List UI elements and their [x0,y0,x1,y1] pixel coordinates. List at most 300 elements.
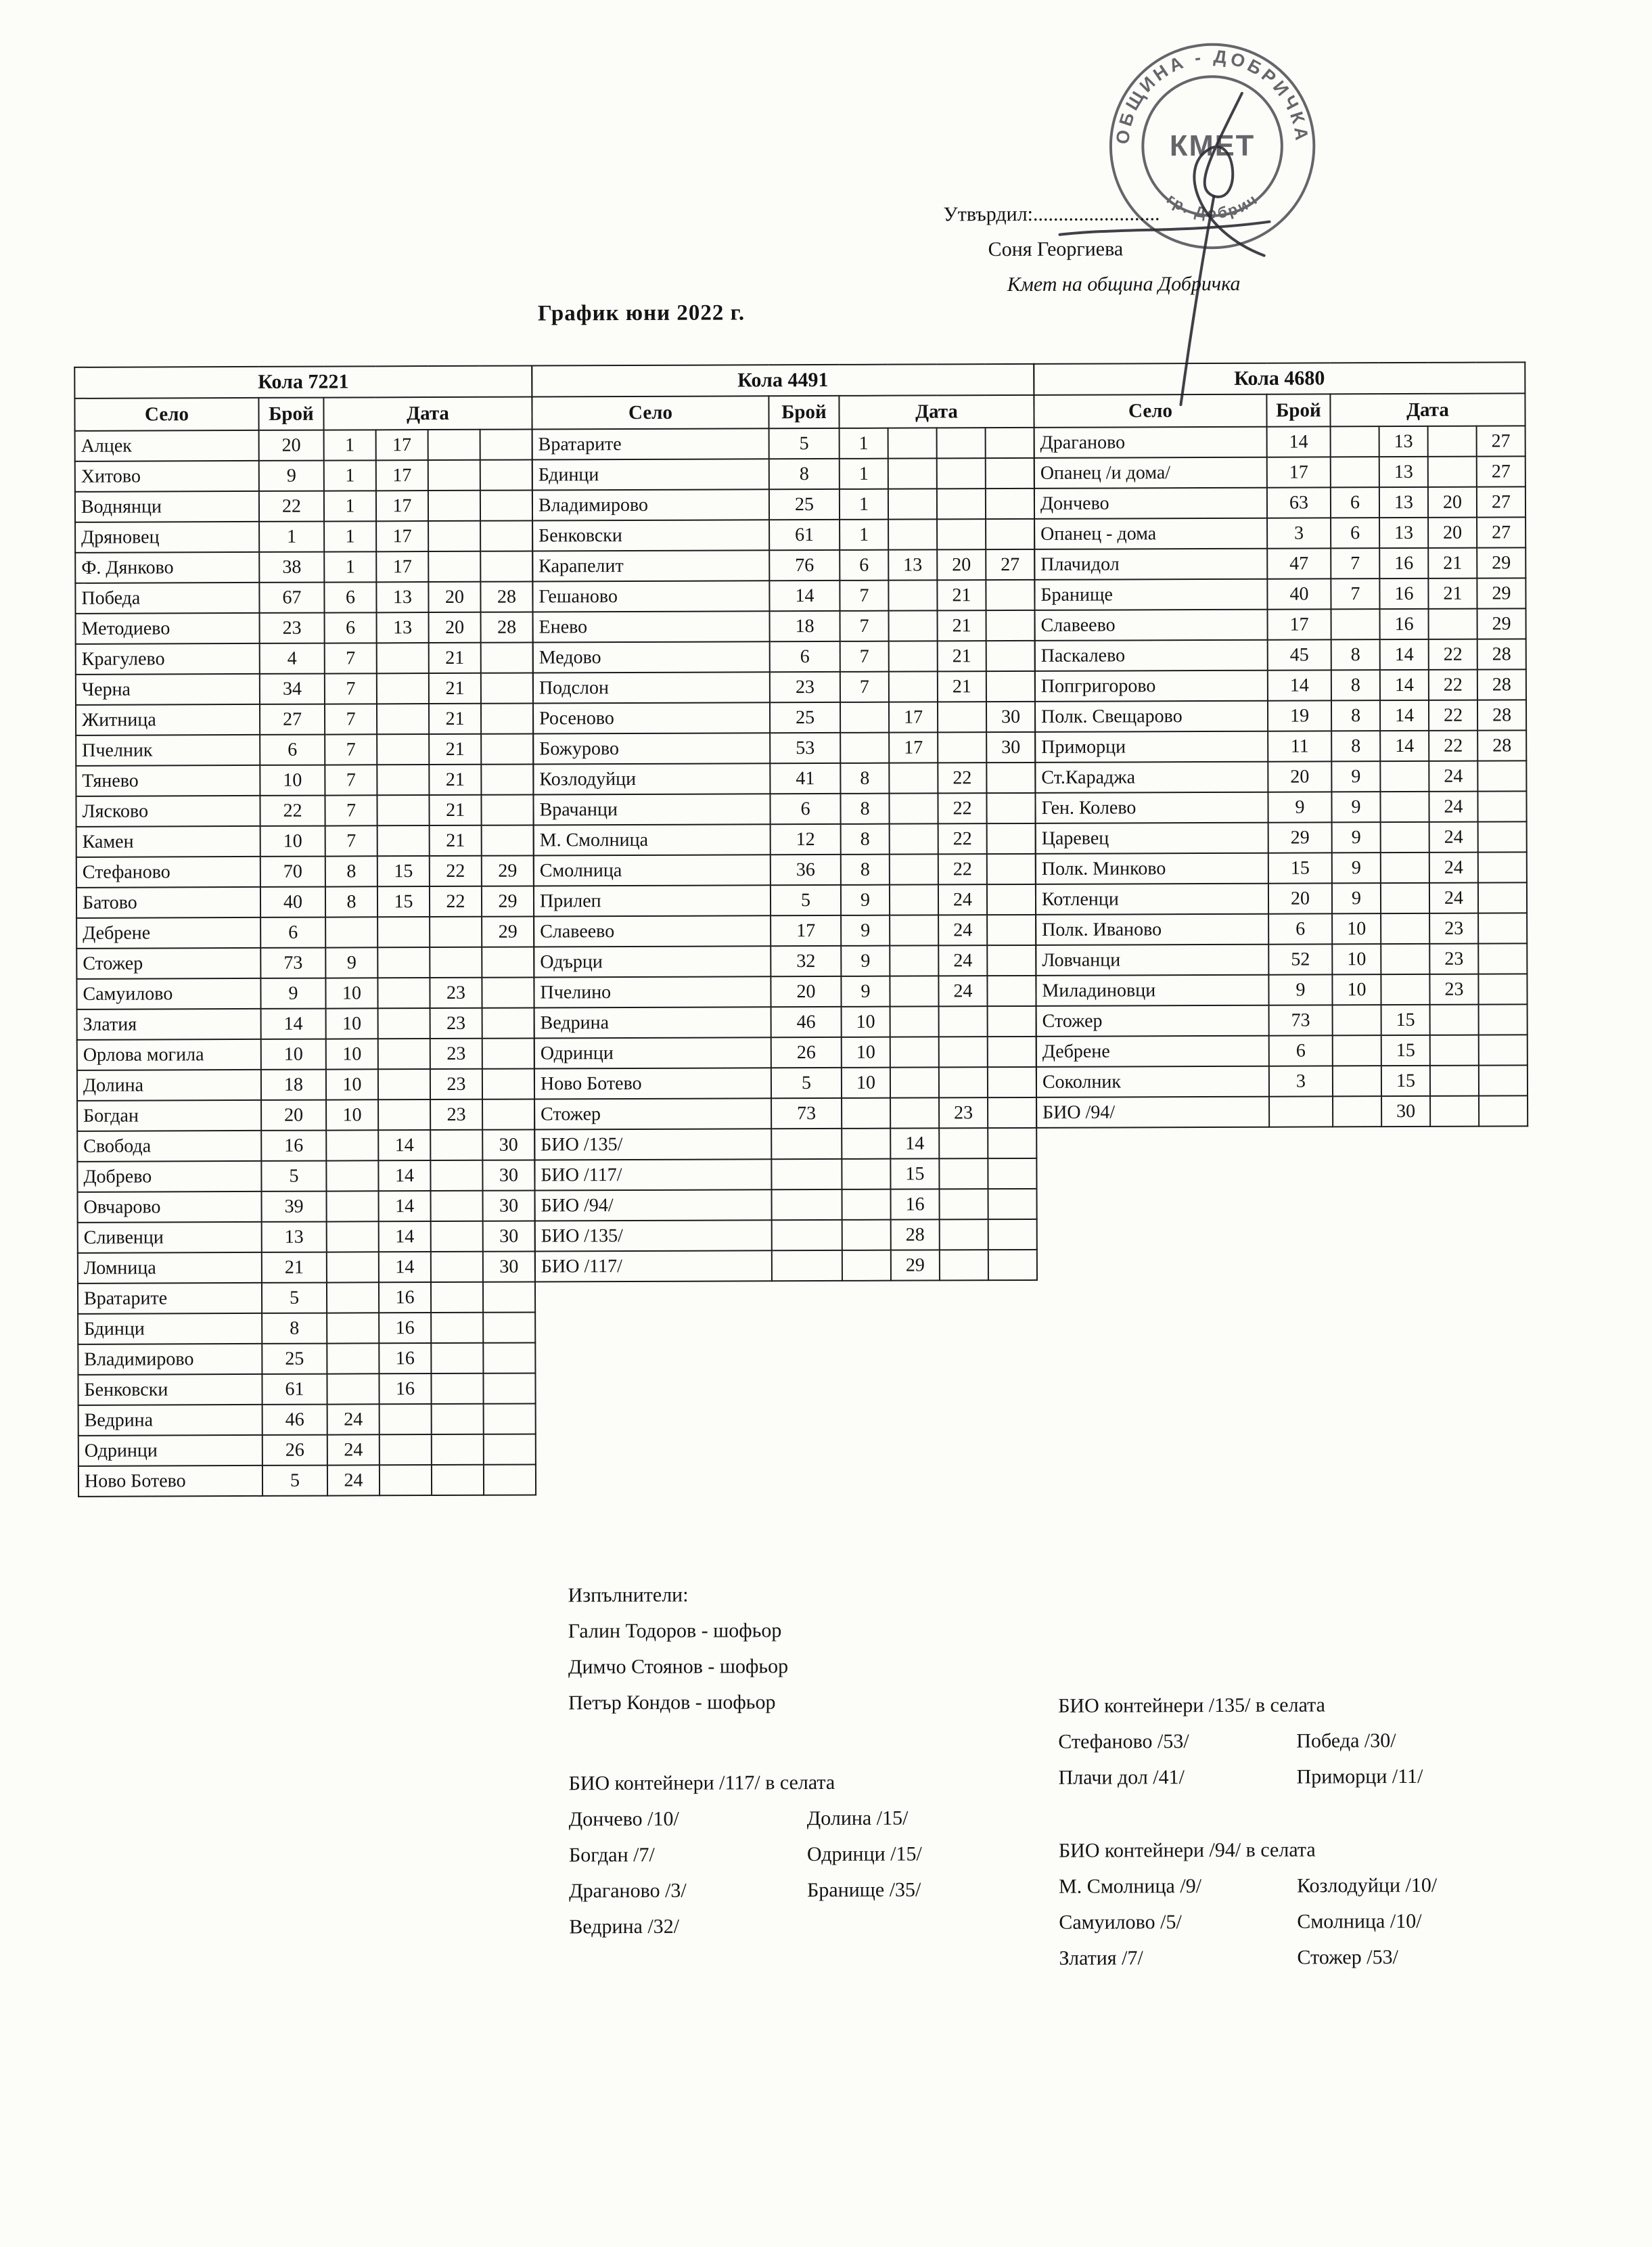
village-cell: Славеево [534,915,771,947]
date-cell [482,1069,534,1099]
date-cell [480,430,532,460]
date-cell: 21 [429,673,481,704]
date-cell [327,1252,379,1282]
date-cell: 23 [1429,944,1478,974]
date-cell: 10 [326,1039,378,1069]
village-cell: Попгригорово [1035,671,1268,702]
count-cell: 9 [1268,974,1332,1005]
village-cell: Дебрене [76,917,260,949]
date-cell: 21 [938,671,986,702]
date-cell: 17 [376,430,428,460]
village-cell: Росеново [533,702,770,733]
bio-entry-row [1058,1723,1423,1760]
date-cell [1333,1066,1381,1096]
village-cell: Владимирово [532,489,769,520]
date-cell [325,917,377,947]
date-cell [326,1130,378,1160]
table-row [1035,669,1526,702]
village-cell: Ново Ботево [534,1068,771,1099]
village-cell: Победа [75,583,259,614]
date-cell [890,1006,939,1037]
date-cell [480,551,532,582]
count-cell: 14 [1267,426,1331,457]
date-cell: 30 [482,1130,534,1160]
date-cell: 15 [377,856,430,886]
village-cell: Миладиновци [1036,975,1268,1006]
table-row [1036,1004,1528,1037]
date-cell [481,673,533,704]
date-cell [1381,974,1429,1005]
count-cell: 46 [262,1405,327,1435]
date-cell: 21 [429,795,481,825]
village-cell: Ловчанци [1036,945,1268,976]
date-cell: 17 [889,732,938,763]
date-cell: 16 [1380,609,1429,639]
table-row [1034,426,1525,458]
date-cell: 20 [937,549,986,580]
date-cell: 6 [324,582,376,612]
date-cell: 15 [890,1158,939,1189]
date-cell [1478,943,1527,974]
date-cell [1331,457,1379,487]
village-cell: Карапелит [532,550,769,581]
date-cell: 22 [1429,670,1477,700]
count-cell: 73 [1269,1005,1333,1035]
date-cell [430,1130,482,1160]
count-cell: 76 [769,550,840,581]
table-row [77,1069,534,1101]
table-title: Кола 7221 [74,366,532,399]
count-cell: 61 [262,1374,327,1405]
date-cell: 13 [1379,518,1428,548]
date-cell: 9 [1332,883,1381,913]
table-row [1034,486,1525,519]
date-cell [484,1434,536,1465]
date-cell [1430,1066,1479,1096]
table-row [1036,1035,1528,1067]
village-cell: Пчелино [534,976,771,1007]
village-cell: Златия [77,1009,261,1040]
date-cell: 28 [1477,639,1526,669]
count-cell: 34 [260,674,325,704]
bio-entry: Стожер /53/ [1297,1946,1398,1969]
date-cell [431,1252,483,1282]
table-row [533,641,1035,673]
date-cell [431,1343,483,1374]
village-cell: Владимирово [78,1344,262,1375]
date-cell [986,763,1035,793]
col-header-count: Брой [258,398,323,430]
count-cell: 22 [260,796,325,826]
village-cell: Богдан [77,1100,261,1131]
date-cell [482,947,534,978]
date-cell: 23 [939,1097,988,1128]
date-cell [940,1250,988,1280]
date-cell [483,1313,535,1343]
village-cell: Лясково [76,796,260,827]
date-cell: 10 [842,1007,890,1037]
table-row [75,460,532,492]
date-cell [986,793,1035,823]
village-cell: Козлодуйци [533,763,770,794]
approval-label: Утвърдил:......................... [943,202,1160,226]
date-cell: 9 [325,947,377,978]
date-cell: 10 [1332,913,1381,944]
table-row [534,884,1036,917]
village-cell: Крагулево [76,643,260,675]
date-cell: 7 [325,704,377,734]
bio-entry: Златия /7/ [1059,1947,1143,1970]
date-cell: 8 [325,856,377,886]
table-row [532,549,1034,582]
date-cell: 29 [1477,578,1525,608]
bio-entry: М. Смолница /9/ [1059,1875,1202,1898]
village-cell: БИО /117/ [534,1159,771,1190]
village-cell: Свобода [77,1131,261,1162]
table-row [1036,882,1527,915]
village-cell: Ст.Караджа [1035,762,1268,793]
date-cell [431,1374,483,1404]
date-cell: 30 [986,702,1035,732]
date-cell [888,489,937,519]
table-row [1034,517,1525,549]
date-cell: 9 [1331,761,1380,792]
village-cell: БИО /94/ [1036,1097,1269,1128]
village-cell: Батово [76,887,260,918]
date-cell [1479,1035,1528,1065]
date-cell [986,610,1035,641]
village-cell: Хитово [75,461,259,492]
text-line: Петър Кондов - шофьор [568,1691,776,1715]
date-cell [1429,609,1477,639]
date-cell: 29 [482,856,534,886]
date-cell: 30 [483,1191,535,1221]
table-row [532,489,1034,521]
date-cell [327,1191,379,1221]
date-cell [1333,1005,1381,1035]
approver-title: Кмет на община Добричка [1007,272,1241,296]
date-cell [1381,883,1429,913]
date-cell: 9 [841,946,890,976]
village-cell: Ново Ботево [78,1466,262,1497]
table-body [75,430,536,1497]
bio-entries [1059,1867,1438,1976]
table-row [534,1097,1036,1130]
count-cell: 5 [261,1161,326,1191]
table-row [77,1008,534,1040]
date-cell [939,1006,988,1037]
date-cell: 30 [482,1160,534,1191]
table-row [75,430,532,461]
date-cell [890,884,938,915]
date-cell: 29 [1477,547,1525,578]
date-cell: 29 [482,886,534,917]
count-cell: 18 [261,1070,326,1100]
table-row [532,580,1034,612]
date-cell [428,491,480,521]
count-cell: 20 [261,1100,326,1131]
village-cell: БИО /117/ [535,1250,772,1281]
count-cell [772,1220,842,1250]
bio-entry: Одринци /15/ [806,1842,922,1866]
table-row [78,1465,536,1497]
date-cell: 8 [1331,670,1380,700]
village-cell: Царевец [1036,823,1268,854]
bio-entry: Козлодуйци /10/ [1297,1874,1438,1897]
date-cell [428,521,480,551]
approver-name: Соня Георгиева [988,237,1124,261]
village-cell: Методиево [76,613,260,644]
table-title: Кола 4680 [1034,362,1525,395]
table-row [534,823,1036,856]
date-cell: 10 [1332,944,1381,974]
count-cell: 8 [769,459,840,489]
table-row [535,1219,1037,1252]
village-cell: Котленци [1036,884,1268,915]
date-cell: 30 [483,1221,535,1252]
date-cell: 7 [325,765,377,795]
table-row [534,1128,1036,1160]
date-cell: 8 [841,824,890,855]
date-cell: 24 [327,1404,380,1434]
table-row [532,428,1034,460]
schedule-table-kola-4491 [531,363,1038,1283]
table-row [1036,852,1527,884]
date-cell: 14 [1380,731,1429,761]
date-cell: 22 [1429,639,1477,670]
col-header-count: Брой [768,396,839,428]
village-cell: Ведрина [534,1007,771,1038]
village-cell: Ф. Дянково [75,552,259,583]
table-body [1034,426,1528,1128]
date-cell: 30 [1381,1096,1430,1127]
date-cell: 28 [1477,730,1526,761]
village-cell: Долина [77,1070,261,1101]
date-cell: 16 [1379,578,1428,609]
date-cell: 6 [1331,487,1379,518]
date-cell [889,763,938,793]
count-cell: 14 [769,581,840,611]
date-cell [840,733,889,763]
bio-entry-row [569,1908,922,1945]
date-cell: 15 [1381,1005,1430,1035]
count-cell: 73 [260,948,325,978]
date-cell [988,1037,1036,1067]
schedule-tables [74,361,1530,1497]
col-header-village: Село [1034,394,1266,428]
count-cell: 17 [1268,609,1331,639]
table-row [534,1006,1036,1039]
date-cell [377,947,430,978]
village-cell: Бдинци [78,1313,262,1344]
count-cell [1269,1096,1333,1127]
count-cell: 14 [1268,670,1331,700]
table-head [532,364,1034,430]
date-cell [378,1069,430,1099]
date-cell [1479,1004,1528,1035]
date-cell: 21 [429,734,481,765]
table-row [78,1221,535,1253]
village-cell: Овчарово [78,1191,262,1223]
count-cell: 47 [1267,548,1331,578]
village-cell: Стефаново [76,857,260,888]
village-cell: Тянево [76,765,260,796]
date-cell: 13 [377,612,429,643]
village-cell: Вратарите [78,1283,262,1314]
count-cell: 20 [1268,883,1332,913]
bio-entry: Драганово /3/ [569,1879,687,1903]
date-cell: 24 [938,945,987,976]
count-cell: 40 [1267,578,1331,609]
village-cell: Алцек [75,430,259,461]
table-row [1035,608,1526,641]
date-cell [327,1343,379,1374]
date-cell [939,1128,988,1158]
executors-title: Изпълнители: [568,1583,689,1607]
date-cell [890,976,938,1006]
table-row [532,458,1034,491]
village-cell: Сливенци [78,1222,262,1253]
count-cell: 36 [771,855,841,885]
village-cell: Приморци [1035,731,1268,763]
table-row [532,519,1034,551]
table-row [78,1191,535,1223]
date-cell [481,734,533,765]
date-cell: 28 [1477,700,1526,730]
date-cell [380,1465,432,1495]
table-row [1036,1095,1528,1128]
table-row [1036,1065,1528,1097]
date-cell: 28 [481,612,533,643]
date-cell [484,1404,536,1434]
date-cell: 15 [1381,1066,1430,1096]
bio-entry: Самуилово /5/ [1059,1911,1182,1934]
date-cell [483,1282,535,1313]
date-cell [842,1129,890,1159]
count-cell: 61 [769,520,840,550]
date-cell [377,795,429,825]
date-cell: 15 [377,886,430,917]
table-row [78,1434,536,1466]
date-cell: 13 [1379,426,1428,457]
table-row [534,945,1036,978]
date-cell [1430,1035,1479,1066]
date-cell: 10 [325,978,377,1008]
date-cell: 14 [890,1128,939,1158]
table-row [78,1313,535,1344]
table-row [76,886,534,918]
count-cell: 17 [1267,457,1331,487]
date-cell: 13 [888,549,937,580]
date-cell [1381,822,1429,853]
village-cell: Одърци [534,946,771,977]
date-cell [987,976,1036,1006]
date-cell [482,1008,534,1039]
table-row [534,915,1036,947]
village-cell: Подслон [533,672,770,703]
date-cell [1380,761,1429,792]
date-cell: 27 [1477,517,1525,547]
date-cell: 16 [379,1313,431,1343]
village-cell: Дряновец [75,522,259,553]
date-cell: 6 [325,612,377,643]
date-cell [483,1343,535,1374]
date-cell: 28 [480,582,532,612]
bio-block-94 [1059,1832,1438,1976]
date-cell: 16 [379,1374,431,1404]
bio-block-135 [1058,1687,1423,1796]
date-cell: 27 [1477,486,1525,517]
date-cell: 16 [379,1282,431,1313]
date-cell: 7 [1331,578,1379,609]
count-cell: 6 [1269,1035,1333,1066]
date-cell: 9 [841,885,890,915]
count-cell: 67 [259,583,324,613]
table-row [76,673,533,705]
table-row [533,793,1035,825]
table-row [76,765,533,796]
village-cell: Полк. Иваново [1036,914,1268,945]
table-head [1034,362,1525,428]
date-cell [380,1434,432,1465]
col-header-village: Село [74,398,258,431]
count-cell: 8 [262,1313,327,1344]
count-cell: 38 [259,552,324,583]
village-cell: Бенковски [78,1374,262,1405]
table-row [76,856,534,888]
date-cell: 28 [891,1219,940,1250]
date-cell [937,489,986,519]
date-cell: 7 [840,672,889,702]
date-cell: 17 [376,551,428,582]
date-cell: 22 [938,854,987,884]
date-cell [1333,1096,1381,1127]
date-cell: 24 [1429,822,1478,853]
date-cell [987,945,1036,976]
village-cell: Одринци [534,1037,771,1068]
table-row [1036,974,1527,1006]
date-cell: 23 [1429,974,1478,1005]
count-cell: 5 [262,1466,327,1496]
date-cell [937,519,986,549]
date-cell [890,823,938,854]
date-cell: 17 [376,491,428,521]
table-row [1034,578,1525,610]
date-cell [889,671,938,702]
table-row [1035,761,1526,793]
table-row [535,1189,1037,1221]
date-cell [986,671,1035,702]
date-cell: 9 [1332,853,1381,883]
count-cell: 4 [260,643,325,674]
village-cell: Божурово [533,733,770,764]
date-cell [938,702,986,732]
date-cell: 20 [1428,487,1477,518]
count-cell: 5 [771,1068,842,1098]
page-title: График юни 2022 г. [537,300,745,326]
table-row [75,582,532,614]
date-cell [428,551,480,582]
date-cell [889,641,938,671]
date-cell [842,1250,891,1281]
bio-entry-row [1059,1867,1437,1905]
table-row [76,795,533,827]
date-cell: 22 [430,886,482,917]
date-cell: 14 [378,1160,430,1191]
table-row [76,978,534,1009]
count-cell: 63 [1267,487,1331,518]
date-cell: 22 [938,793,986,823]
